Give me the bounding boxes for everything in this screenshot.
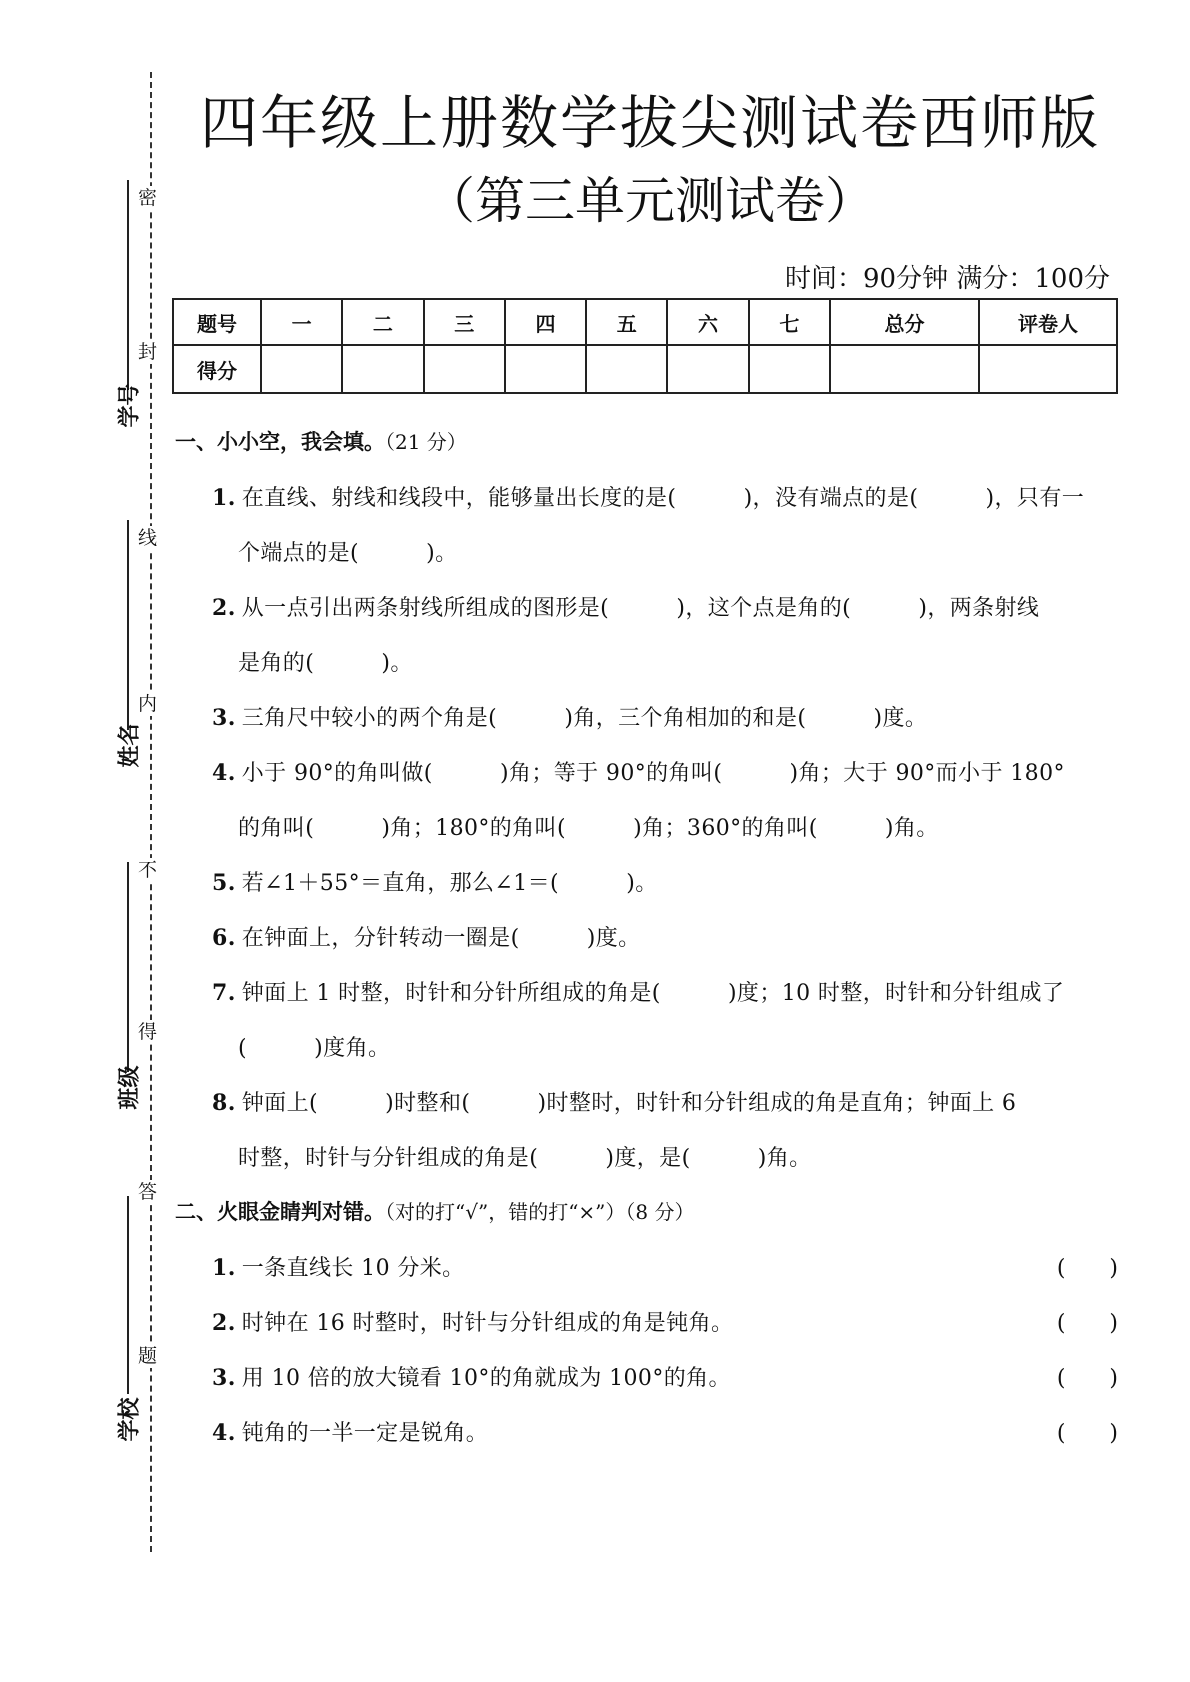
question-line: 5. 若∠1＋55°＝直角，那么∠1＝( )。 bbox=[212, 870, 658, 896]
seal-char: 内 bbox=[138, 693, 158, 715]
student-id-line[interactable] bbox=[127, 180, 129, 390]
row-label-cell: 得分 bbox=[173, 345, 261, 393]
score-cell[interactable] bbox=[979, 345, 1117, 393]
question-line: 时整，时针与分针组成的角是( )度，是( )角。 bbox=[238, 1146, 812, 1171]
school-label: 学校 bbox=[117, 1397, 143, 1442]
section1-points: （21 分） bbox=[385, 430, 467, 454]
judge-item: 3. 用 10 倍的放大镜看 10°的角就成为 100°的角。 bbox=[212, 1365, 731, 1391]
answer-bracket[interactable]: ( ) bbox=[1056, 1366, 1118, 1391]
section2-note: （对的打“√”，错的打“×”）（8 分） bbox=[385, 1200, 695, 1224]
seal-char: 封 bbox=[138, 341, 158, 363]
score-cell[interactable] bbox=[342, 345, 423, 393]
score-table bbox=[172, 298, 1118, 394]
question-line: 4. 小于 90°的角叫做( )角；等于 90°的角叫( )角；大于 90°而小于 180° bbox=[212, 760, 1065, 786]
student-id-label: 学号 bbox=[117, 383, 143, 428]
table-header-cell: 题号 bbox=[173, 299, 261, 345]
school-line[interactable] bbox=[127, 1196, 129, 1394]
answer-bracket[interactable]: ( ) bbox=[1056, 1421, 1118, 1446]
seal-char: 线 bbox=[138, 527, 158, 549]
score-cell[interactable] bbox=[505, 345, 586, 393]
table-header-cell: 三 bbox=[424, 299, 505, 345]
score-cell[interactable] bbox=[586, 345, 667, 393]
judge-item: 4. 钝角的一半一定是锐角。 bbox=[212, 1420, 489, 1446]
table-header-cell: 五 bbox=[586, 299, 667, 345]
question-line: 是角的( )。 bbox=[238, 651, 413, 676]
section2-title: 二、火眼金睛判对错。 bbox=[175, 1200, 385, 1224]
seal-char: 题 bbox=[138, 1345, 158, 1367]
table-header-cell: 总分 bbox=[830, 299, 979, 345]
score-cell[interactable] bbox=[667, 345, 748, 393]
page-title: 四年级上册数学拔尖测试卷西师版 bbox=[199, 89, 1100, 157]
section1-heading bbox=[175, 426, 467, 456]
table-header-cell: 四 bbox=[505, 299, 586, 345]
judge-item: 2. 时钟在 16 时整时，时针与分针组成的角是钝角。 bbox=[212, 1310, 734, 1336]
question-line: ( )度角。 bbox=[238, 1036, 391, 1061]
table-header-cell: 六 bbox=[667, 299, 748, 345]
answer-bracket[interactable]: ( ) bbox=[1056, 1256, 1118, 1281]
table-header-cell: 一 bbox=[261, 299, 342, 345]
seal-char: 得 bbox=[138, 1021, 158, 1043]
question-line: 3. 三角尺中较小的两个角是( )角，三个角相加的和是( )度。 bbox=[212, 705, 928, 731]
table-header-cell: 七 bbox=[749, 299, 830, 345]
question-line: 的角叫( )角；180°的角叫( )角；360°的角叫( )角。 bbox=[238, 816, 939, 841]
seal-char: 答 bbox=[138, 1181, 158, 1203]
page-subtitle: （第三单元测试卷） bbox=[425, 172, 875, 230]
score-cell[interactable] bbox=[424, 345, 505, 393]
table-header-cell: 二 bbox=[342, 299, 423, 345]
judge-item: 1. 一条直线长 10 分米。 bbox=[212, 1255, 465, 1281]
question-line: 1. 在直线、射线和线段中，能够量出长度的是( )，没有端点的是( )，只有一 bbox=[212, 485, 1085, 511]
seal-char: 不 bbox=[138, 859, 158, 881]
question-line: 个端点的是( )。 bbox=[238, 541, 458, 566]
score-cell[interactable] bbox=[749, 345, 830, 393]
score-cell[interactable] bbox=[261, 345, 342, 393]
question-line: 6. 在钟面上，分针转动一圈是( )度。 bbox=[212, 925, 641, 951]
answer-bracket[interactable]: ( ) bbox=[1056, 1311, 1118, 1336]
question-line: 8. 钟面上( )时整和( )时整时，时针和分针组成的角是直角；钟面上 6 bbox=[212, 1090, 1017, 1116]
table-header-cell: 评卷人 bbox=[979, 299, 1117, 345]
binding-dashed-line bbox=[150, 72, 152, 1552]
name-label: 姓名 bbox=[117, 723, 143, 768]
class-label: 班级 bbox=[117, 1065, 143, 1110]
seal-char: 密 bbox=[138, 187, 158, 209]
name-line[interactable] bbox=[127, 520, 129, 730]
section2-heading bbox=[175, 1196, 694, 1226]
section1-title: 一、小小空，我会填。 bbox=[175, 430, 385, 454]
score-cell[interactable] bbox=[830, 345, 979, 393]
question-line: 2. 从一点引出两条射线所组成的图形是( )，这个点是角的( )，两条射线 bbox=[212, 595, 1040, 621]
question-line: 7. 钟面上 1 时整，时针和分针所组成的角是( )度；10 时整，时针和分针组成了 bbox=[212, 980, 1065, 1006]
time-info: 时间：90分钟 满分：100分 bbox=[785, 264, 1110, 294]
class-line[interactable] bbox=[127, 862, 129, 1072]
